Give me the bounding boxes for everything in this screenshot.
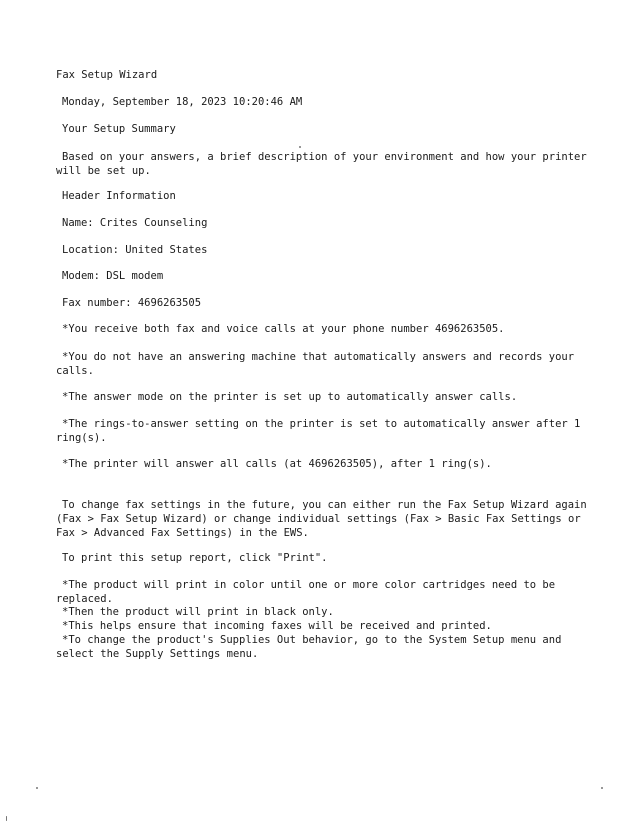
scan-speck [601,787,603,789]
color-note-line-5: *To change the product's Supplies Out behavior, go to the System Setup menu and [62,634,562,646]
color-note-line-2: replaced. [56,593,113,605]
summary-heading: Your Setup Summary [62,123,176,135]
change-settings-line-1: To change fax settings in the future, you can either run the Fax Setup Wizard again [62,499,587,511]
header-fax-number: Fax number: 4696263505 [62,297,202,309]
color-note-line-3: *Then the product will print in black only. [62,606,334,618]
note-fax-voice-calls: *You receive both fax and voice calls at your phone number 4696263505. [62,323,505,335]
note-rings-line-2: ring(s). [56,432,107,444]
note-answering-machine-line-2: calls. [56,365,94,377]
change-settings-line-3: Fax > Advanced Fax Settings) in the EWS. [56,527,309,539]
header-modem: Modem: DSL modem [62,270,164,282]
scan-speck [6,816,7,821]
scan-speck [36,787,38,789]
header-location: Location: United States [62,244,208,256]
header-info-heading: Header Information [62,190,176,202]
color-note-line-6: select the Supply Settings menu. [56,648,259,660]
print-instruction: To print this setup report, click "Print". [62,552,328,564]
header-name: Name: Crites Counseling [62,217,208,229]
note-rings-line-1: *The rings-to-answer setting on the printer is set to automatically answer after 1 [62,418,581,430]
note-answer-all-calls: *The printer will answer all calls (at 4696263505), after 1 ring(s). [62,458,492,470]
color-note-line-1: *The product will print in color until one or more color cartridges need to be [62,579,556,591]
note-answer-mode: *The answer mode on the printer is set up to automatically answer calls. [62,391,518,403]
report-datetime: Monday, September 18, 2023 10:20:46 AM [62,96,303,108]
intro-line-1: Based on your answers, a brief description of your environment and how your printer [62,151,587,163]
color-note-line-4: *This helps ensure that incoming faxes will be received and printed. [62,620,492,632]
report-title: Fax Setup Wizard [56,69,158,81]
note-answering-machine-line-1: *You do not have an answering machine that automatically answers and records your [62,351,575,363]
scan-speck [299,146,301,148]
change-settings-line-2: (Fax > Fax Setup Wizard) or change individual settings (Fax > Basic Fax Settings or [56,513,581,525]
intro-line-2: will be set up. [56,165,151,177]
